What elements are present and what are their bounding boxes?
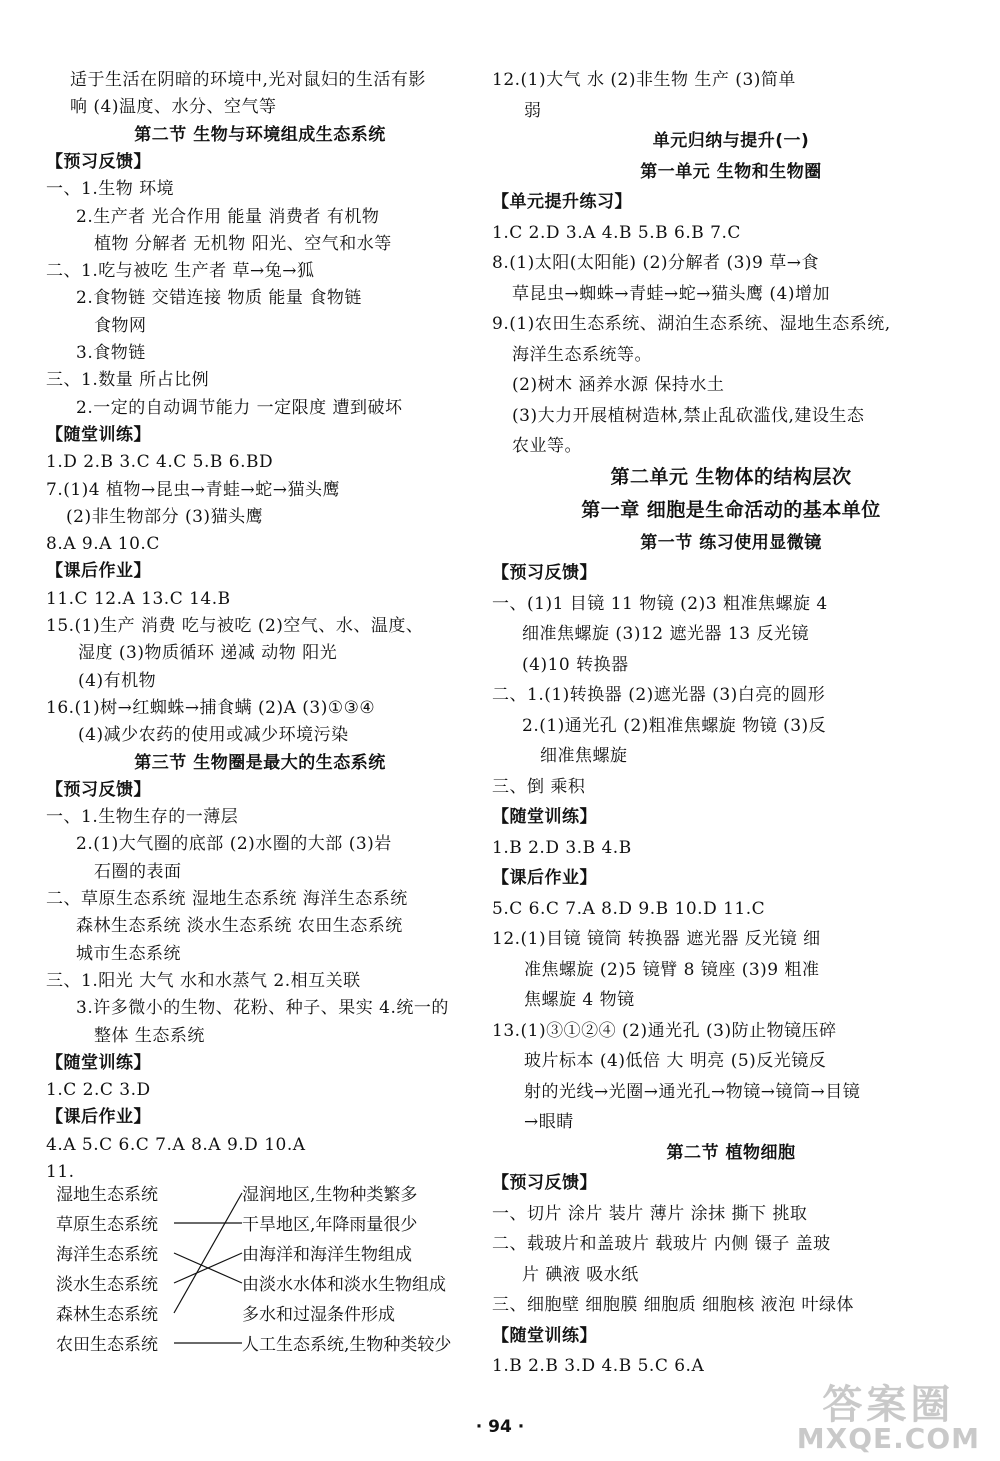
- match-right-item: 人工生态系统,生物种类较少: [242, 1335, 452, 1355]
- match-left-item: 湿地生态系统: [56, 1185, 158, 1205]
- answer-line: 森林生态系统 淡水生态系统 农田生态系统: [76, 916, 403, 937]
- section-heading: 第二节 植物细胞: [666, 1142, 796, 1163]
- answer-line: 湿度 (3)物质循环 递减 动物 阳光: [78, 643, 338, 664]
- subsection-label: 【随堂训练】: [492, 807, 597, 827]
- answer-line: 2.食物链 交错连接 物质 能量 食物链: [76, 288, 362, 309]
- matching-diagram: [46, 1180, 474, 1360]
- answer-line: 片 碘液 吸水纸: [522, 1264, 639, 1285]
- answer-line: 二、1.吃与被吃 生产者 草→兔→狐: [46, 261, 315, 282]
- answer-line: 射的光线→光圈→通光孔→物镜→镜筒→目镜: [524, 1081, 861, 1102]
- answer-line: 农业等。: [512, 436, 582, 456]
- answer-line: 二、草原生态系统 湿地生态系统 海洋生态系统: [46, 889, 408, 909]
- subsection-label: 【课后作业】: [46, 561, 151, 582]
- match-left-item: 森林生态系统: [56, 1305, 158, 1325]
- section-heading: 第一章 细胞是生命活动的基本单位: [581, 498, 881, 521]
- match-right-item: 由海洋和海洋生物组成: [242, 1245, 412, 1265]
- subsection-label: 【预习反馈】: [46, 779, 151, 800]
- section-heading: 第二节 生物与环境组成生态系统: [134, 124, 386, 145]
- subsection-label: 【预习反馈】: [492, 1173, 597, 1193]
- answer-line: 7.(1)4 植物→昆虫→青蛙→蛇→猫头鹰: [46, 479, 340, 500]
- watermark-text: 答案圈: [822, 1382, 955, 1428]
- answer-line: 2.一定的自动调节能力 一定限度 遭到破坏: [76, 397, 403, 418]
- section-heading: 第一节 练习使用显微镜: [640, 532, 822, 553]
- answer-line: (4)减少农药的使用或减少环境污染: [78, 725, 349, 746]
- answer-line: 16.(1)树→红蜘蛛→捕食螨 (2)A (3)①③④: [46, 697, 376, 718]
- answer-line: 13.(1)③①②④ (2)通光孔 (3)防止物镜压碎: [492, 1020, 837, 1041]
- match-right-item: 干旱地区,年降雨量很少: [242, 1215, 418, 1235]
- match-left-item: 海洋生态系统: [56, 1245, 158, 1265]
- match-left-item: 草原生态系统: [56, 1215, 158, 1235]
- answer-line: 一、1.生物 环境: [46, 179, 175, 200]
- subsection-label: 【随堂训练】: [46, 424, 151, 445]
- answer-line: 三、1.数量 所占比例: [46, 370, 210, 391]
- answer-line: 2.(1)通光孔 (2)粗准焦螺旋 物镜 (3)反: [522, 715, 827, 736]
- answer-line: 二、1.(1)转换器 (2)遮光器 (3)白亮的圆形: [492, 685, 826, 705]
- answer-line: 石圈的表面: [94, 861, 182, 882]
- answer-line: 11.C 12.A 13.C 14.B: [46, 588, 231, 609]
- answer-line: 二、载玻片和盖玻片 载玻片 内侧 镊子 盖玻: [492, 1234, 831, 1254]
- answer-line: 2.生产者 光合作用 能量 消费者 有机物: [76, 206, 380, 227]
- subsection-label: 【预习反馈】: [492, 563, 597, 583]
- answer-line: (4)有机物: [78, 670, 157, 691]
- answer-line: 8.A 9.A 10.C: [46, 534, 160, 555]
- subsection-label: 【课后作业】: [46, 1107, 151, 1128]
- answer-line: 适于生活在阴暗的环境中,光对鼠妇的生活有影: [70, 70, 426, 90]
- answer-line: 三、细胞壁 细胞膜 细胞质 细胞核 液泡 叶绿体: [492, 1295, 855, 1315]
- answer-line: 一、1.生物生存的一薄层: [46, 807, 239, 828]
- match-right-item: 由淡水水体和淡水生物组成: [242, 1275, 446, 1295]
- answer-line: 12.(1)大气 水 (2)非生物 生产 (3)简单: [492, 70, 796, 90]
- answer-line: 9.(1)农田生态系统、湖泊生态系统、湿地生态系统,: [492, 314, 891, 334]
- answer-line: 三、倒 乘积: [492, 776, 586, 797]
- match-right-item: 湿润地区,生物种类繁多: [242, 1185, 418, 1205]
- subsection-label: 【随堂训练】: [46, 1052, 151, 1073]
- answer-line: (2)非生物部分 (3)猫头鹰: [66, 506, 264, 527]
- answer-line: 细准焦螺旋: [540, 746, 628, 766]
- watermark-logo: [796, 1382, 980, 1455]
- answer-line: 1.B 2.D 3.B 4.B: [492, 837, 632, 858]
- answer-line: 1.D 2.B 3.C 4.C 5.B 6.BD: [46, 452, 274, 473]
- section-heading: 第二单元 生物体的结构层次: [610, 465, 852, 488]
- answer-line: 4.A 5.C 6.C 7.A 8.A 9.D 10.A: [46, 1134, 306, 1155]
- answer-line: 玻片标本 (4)低倍 大 明亮 (5)反光镜反: [524, 1051, 827, 1071]
- answer-line: (3)大力开展植树造林,禁止乱砍滥伐,建设生态: [512, 405, 865, 426]
- section-heading: 第三节 生物圈是最大的生态系统: [134, 752, 386, 773]
- match-left-item: 淡水生态系统: [56, 1275, 158, 1295]
- answer-line: (2)树木 涵养水源 保持水土: [512, 375, 725, 395]
- answer-line: 草昆虫→蜘蛛→青蛙→蛇→猫头鹰 (4)增加: [512, 283, 830, 304]
- answer-line: 12.(1)目镜 镜筒 转换器 遮光器 反光镜 细: [492, 929, 821, 949]
- match-left-item: 农田生态系统: [56, 1335, 158, 1355]
- answer-line: 1.C 2.D 3.A 4.B 5.B 6.B 7.C: [492, 222, 741, 243]
- section-heading: 单元归纳与提升(一): [652, 131, 810, 151]
- answer-line: 5.C 6.C 7.A 8.D 9.B 10.D 11.C: [492, 898, 766, 919]
- answer-line: 响 (4)温度、水分、空气等: [70, 97, 277, 118]
- subsection-label: 【课后作业】: [492, 868, 597, 888]
- answer-line: 整体 生态系统: [94, 1025, 205, 1046]
- answer-line: 3.食物链: [76, 343, 146, 363]
- match-line: [174, 1193, 242, 1313]
- answer-line: 15.(1)生产 消费 吃与被吃 (2)空气、水、温度、: [46, 616, 424, 636]
- section-heading: 第一单元 生物和生物圈: [640, 161, 822, 182]
- subsection-label: 【单元提升练习】: [492, 192, 632, 212]
- answer-line: 1.B 2.B 3.D 4.B 5.C 6.A: [492, 1356, 705, 1376]
- answer-line: 三、1.阳光 大气 水和水蒸气 2.相互关联: [46, 970, 361, 991]
- answer-line: (4)10 转换器: [522, 654, 629, 675]
- match-right-item: 多水和过湿条件形成: [242, 1305, 395, 1325]
- answer-line: 焦螺旋 4 物镜: [524, 990, 635, 1010]
- answer-line: 食物网: [94, 315, 147, 336]
- answer-line: 2.(1)大气圈的底部 (2)水圈的大部 (3)岩: [76, 834, 392, 855]
- answer-line: 一、切片 涂片 装片 薄片 涂抹 撕下 挑取: [492, 1203, 808, 1224]
- answer-line: 城市生态系统: [76, 943, 181, 964]
- watermark-url: MXQE.COM: [796, 1422, 980, 1455]
- answer-line: 8.(1)太阳(太阳能) (2)分解者 (3)9 草→食: [492, 253, 819, 273]
- page-number: · 94 ·: [475, 1417, 525, 1437]
- answer-line: 3.许多微小的生物、花粉、种子、果实 4.统一的: [76, 998, 449, 1019]
- answer-line: →眼睛: [524, 1112, 574, 1132]
- answer-line: 1.C 2.C 3.D: [46, 1080, 151, 1101]
- answer-line: 海洋生态系统等。: [512, 344, 652, 365]
- subsection-label: 【预习反馈】: [46, 151, 151, 172]
- answer-line: 细准焦螺旋 (3)12 遮光器 13 反光镜: [522, 624, 809, 644]
- answer-line: 弱: [524, 100, 542, 121]
- answer-line: 一、(1)1 目镜 11 物镜 (2)3 粗准焦螺旋 4: [492, 593, 828, 614]
- subsection-label: 【随堂训练】: [492, 1325, 597, 1346]
- answer-line: 植物 分解者 无机物 阳光、空气和水等: [94, 233, 392, 254]
- answer-line: 11.: [46, 1162, 75, 1182]
- answer-line: 准焦螺旋 (2)5 镜臂 8 镜座 (3)9 粗准: [524, 959, 820, 980]
